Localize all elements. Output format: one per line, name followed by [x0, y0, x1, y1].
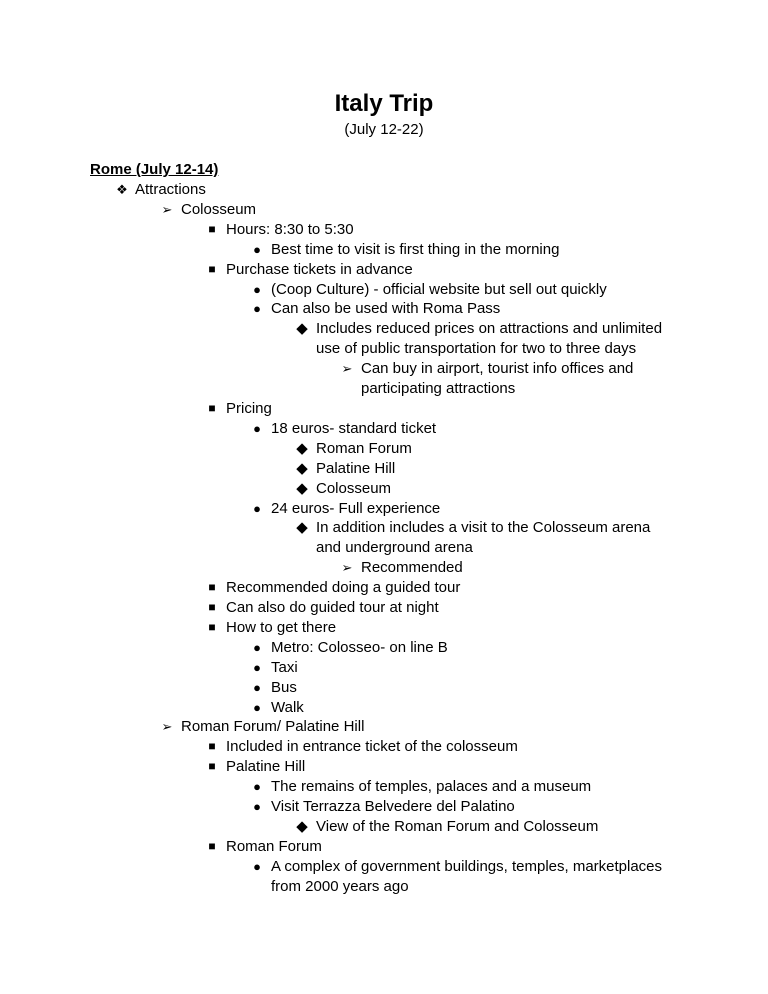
outline-item-text: (Coop Culture) - official website but sell out quickly: [271, 280, 607, 298]
outline-item-text: Recommended: [361, 559, 463, 577]
diamond-bullet-icon: ◆: [296, 519, 308, 537]
outline-item: [0, 558, 768, 578]
outline-item-text: Includes reduced prices on attractions and unlimited use of public transportation for two to three days: [316, 320, 663, 358]
outline-item-text: Metro: Colosseo- on line B: [271, 638, 448, 656]
outline-item-text: A complex of government buildings, temples, marketplaces from 2000 years ago: [271, 857, 663, 895]
outline-item: [0, 658, 768, 678]
circle-bullet-icon: ●: [253, 281, 261, 297]
arrowhead-bullet-icon: ➢: [341, 560, 353, 576]
diamond-bullet-icon: ◆: [296, 459, 308, 477]
square-bullet-icon: ■: [208, 739, 216, 754]
circle-bullet-icon: ●: [253, 241, 261, 257]
section-heading-rome: Rome (July 12-14): [90, 161, 219, 178]
outline-item-text: Colosseum: [316, 479, 392, 497]
outline-item: [0, 678, 768, 698]
outline-item-text: Roman Forum/ Palatine Hill: [181, 718, 365, 736]
outline-item: [0, 359, 768, 399]
outline-item: [0, 240, 768, 260]
outline-item: [0, 399, 768, 419]
circle-bullet-icon: ●: [253, 301, 261, 317]
four-diamond-bullet-icon: ❖: [116, 182, 128, 197]
circle-bullet-icon: ●: [253, 858, 261, 874]
circle-bullet-icon: ●: [253, 799, 261, 815]
circle-bullet-icon: ●: [253, 779, 261, 795]
outline-item: [0, 698, 768, 718]
outline-item-text: Can also do guided tour at night: [226, 599, 439, 617]
outline-item-text: View of the Roman Forum and Colosseum: [316, 818, 599, 835]
outline-item: [0, 220, 768, 240]
circle-bullet-icon: ●: [253, 679, 261, 695]
circle-bullet-icon: ●: [253, 420, 261, 436]
outline-item-text: The remains of temples, palaces and a museum: [271, 778, 592, 796]
outline-item-text: How to get there: [226, 618, 337, 636]
arrowhead-bullet-icon: ➢: [341, 361, 353, 377]
outline-item-text: Roman Forum: [226, 837, 322, 855]
outline-item-text: Attractions: [135, 181, 206, 198]
outline-item: [0, 857, 768, 897]
square-bullet-icon: ■: [208, 580, 216, 595]
outline-list: [0, 180, 768, 897]
square-bullet-icon: ■: [208, 261, 216, 276]
diamond-bullet-icon: ◆: [296, 439, 308, 457]
outline-item: [0, 598, 768, 618]
arrowhead-bullet-icon: ➢: [161, 719, 173, 735]
outline-item: [0, 578, 768, 598]
outline-item: [0, 439, 768, 459]
outline-item-text: Visit Terrazza Belvedere del Palatino: [271, 798, 515, 816]
outline-item-text: Purchase tickets in advance: [226, 260, 413, 278]
outline-item: [0, 717, 768, 737]
circle-bullet-icon: ●: [253, 500, 261, 516]
outline-item: [0, 280, 768, 300]
outline-item: [0, 479, 768, 499]
circle-bullet-icon: ●: [253, 639, 261, 655]
outline-item-text: In addition includes a visit to the Colosseum arena and underground arena: [316, 519, 651, 557]
document-subtitle: (July 12-22): [344, 121, 424, 138]
outline-item: [0, 618, 768, 638]
square-bullet-icon: ■: [208, 400, 216, 415]
outline-item-text: 24 euros- Full experience: [271, 499, 441, 517]
outline-item: [0, 837, 768, 857]
document-title: Italy Trip: [334, 90, 434, 117]
outline-item-text: Included in entrance ticket of the colosseum: [226, 738, 518, 756]
outline-item: [0, 260, 768, 280]
square-bullet-icon: ■: [208, 759, 216, 774]
outline-item: [0, 518, 768, 558]
circle-bullet-icon: ●: [253, 699, 261, 715]
outline-item-text: Recommended doing a guided tour: [226, 579, 461, 597]
outline-item-text: Can buy in airport, tourist info offices and participating attractions: [361, 360, 634, 398]
outline-item: [0, 777, 768, 797]
outline-item-text: Roman Forum: [316, 439, 412, 457]
outline-item-text: 18 euros- standard ticket: [271, 419, 437, 437]
outline-item: [0, 499, 768, 519]
outline-item-text: Can also be used with Roma Pass: [271, 300, 501, 318]
outline-item-text: Hours: 8:30 to 5:30: [226, 220, 354, 238]
outline-item-text: Bus: [271, 678, 297, 696]
outline-item: [0, 638, 768, 658]
square-bullet-icon: ■: [208, 838, 216, 853]
diamond-bullet-icon: ◆: [296, 818, 308, 835]
outline-item: [0, 737, 768, 757]
outline-item-text: Pricing: [226, 399, 272, 417]
outline-item: [0, 817, 768, 837]
outline-item: [0, 299, 768, 319]
outline-item: [0, 180, 768, 200]
diamond-bullet-icon: ◆: [296, 320, 308, 338]
outline-item-text: Best time to visit is first thing in the morning: [271, 240, 560, 258]
diamond-bullet-icon: ◆: [296, 479, 308, 497]
outline-item-text: Palatine Hill: [226, 758, 306, 776]
arrowhead-bullet-icon: ➢: [161, 201, 173, 217]
outline-item: [0, 319, 768, 359]
outline-item-text: Palatine Hill: [316, 459, 396, 477]
outline-item: [0, 419, 768, 439]
outline-item: [0, 797, 768, 817]
circle-bullet-icon: ●: [253, 659, 261, 675]
outline-item-text: Walk: [271, 698, 304, 716]
square-bullet-icon: ■: [208, 221, 216, 236]
outline-item-text: Taxi: [271, 658, 298, 676]
outline-item-text: Colosseum: [181, 200, 257, 218]
square-bullet-icon: ■: [208, 600, 216, 615]
outline-item: [0, 200, 768, 220]
square-bullet-icon: ■: [208, 619, 216, 634]
outline-item: [0, 757, 768, 777]
outline-item: [0, 459, 768, 479]
